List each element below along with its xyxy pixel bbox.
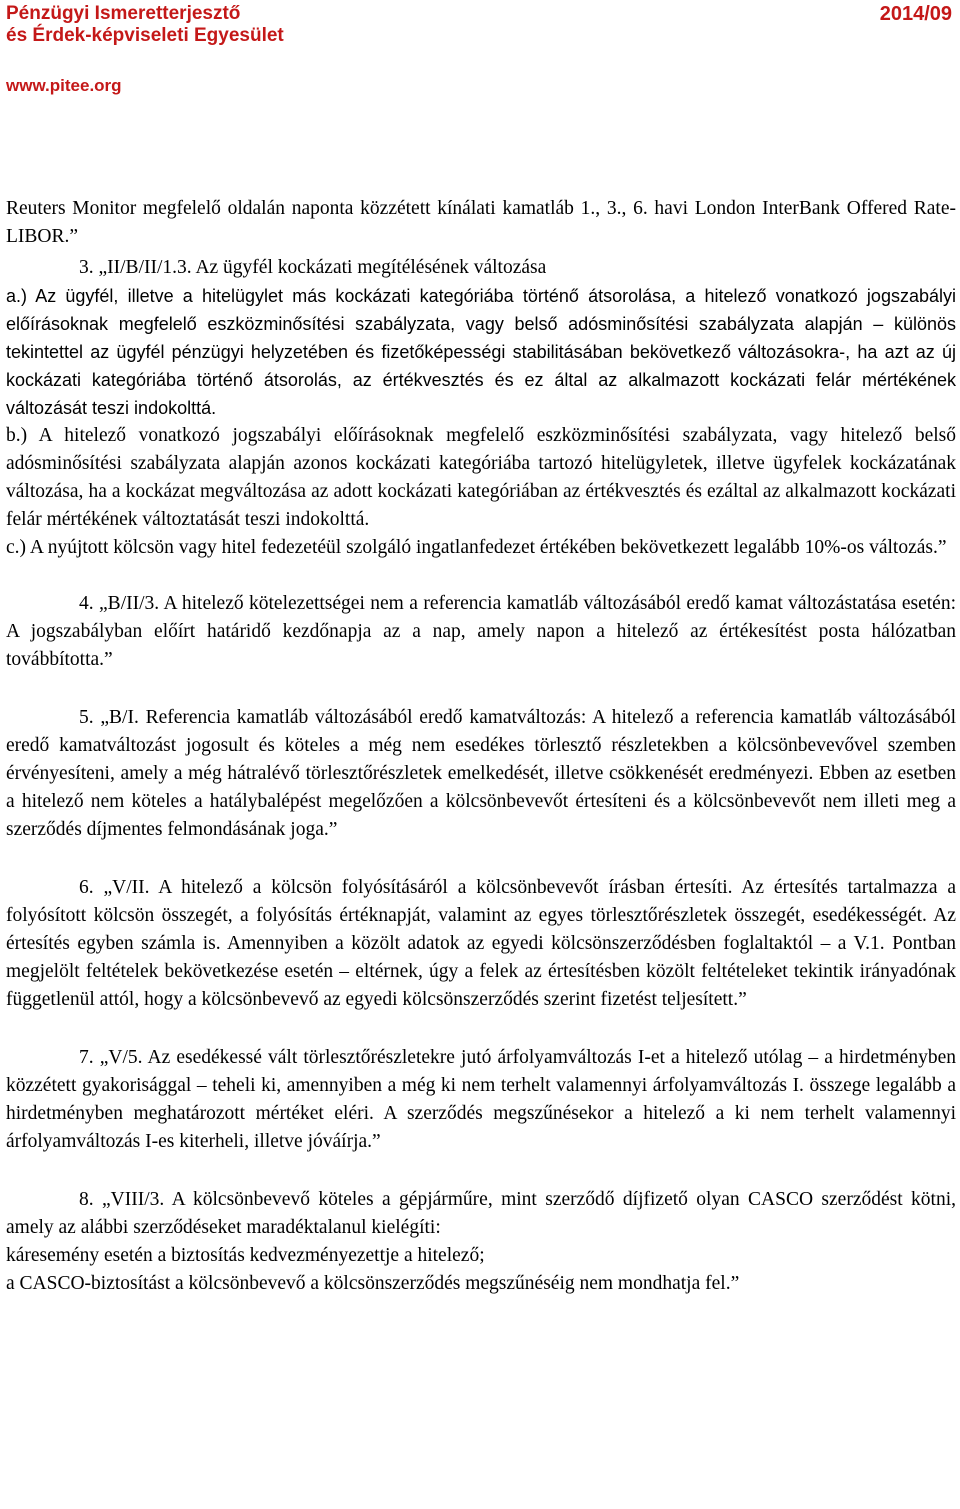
- paragraph-5: 5. „B/I. Referencia kamatláb változásából eredő kamatváltozás: A hitelező a referencia kamatláb változásából eredő kamatváltozást jogosult és köteles a még nem esedékes törlesztő részletekben a kölcsönbevevővel szemben érvényesíteni, amely a még hátralévő törlesztőrészletek emelkedését, illetve csökkenését eredményezi. Ebben az esetben a hitelező nem köteles a hatálybalépést megelőzően a kölcsönbevevőt értesíteni és a kölcsönbevevőt nem illeti meg a szerződés díjmentes felmondásának joga.”: [6, 707, 956, 840]
- section-heading-3: 3. „II/B/II/1.3. Az ügyfél kockázati megítélésének változása: [79, 257, 547, 278]
- document-date: 2014/09: [879, 3, 952, 25]
- paragraph-7: 7. „V/5. Az esedékessé vált törlesztőrészletekre jutó árfolyamváltozás I-et a hitelező utólag – a hirdetményben közzétett gyakorisággal – teheli ki, amennyiben a még ki nem terhelt valamennyi árfolyamváltozás I. összege legalább a hirdetményben meghatározott mértéket eléri. A szerződés megszűnésekor a hitelező a ki nem terhelt valamennyi árfolyamváltozás I-es kiterheli, illetve jóváírja.”: [6, 1047, 956, 1152]
- website-link[interactable]: www.pitee.org: [6, 76, 122, 95]
- organization-name-line1: Pénzügyi Ismeretterjesztő: [6, 3, 241, 24]
- paragraph-3b: b.) A hitelező vonatkozó jogszabályi előírásoknak megfelelő eszközminősítési szabályzata, vagy hitelező belső adósminősítési szabályzata alapján azonos kockázati kategóriába tartozó hitelügyletek, illetve ügyfelek kockázatának változása, ha a kockázat megváltozása az adott kockázati kategóriában az értékvesztés és ezáltal az alkalmazott kockázati felár mértékének változtatását teszi indokolttá.: [6, 425, 956, 530]
- paragraph-3c: c.) A nyújtott kölcsön vagy hitel fedezetéül szolgáló ingatlanfedezet értékében bekövetkezett legalább 10%-os változás.”: [6, 537, 947, 558]
- paragraph-8-item1: káresemény esetén a biztosítás kedvezményezettje a hitelező;: [6, 1245, 485, 1266]
- paragraph-8: 8. „VIII/3. A kölcsönbevevő köteles a gépjárműre, mint szerződő díjfizető olyan CASCO szerződést kötni, amely az alábbi szerződéseket maradéktalanul kielégíti:: [6, 1189, 956, 1238]
- organization-name-line2: és Érdek-képviseleti Egyesület: [6, 25, 284, 46]
- paragraph-8-item2: a CASCO-biztosítást a kölcsönbevevő a kölcsönszerződés megszűnéséig nem mondhatja fel.”: [6, 1273, 740, 1294]
- paragraph-3a: a.) Az ügyfél, illetve a hitelügylet más kockázati kategóriába történő átsorolása, a hitelező vonatkozó jogszabályi előírásoknak megfelelő eszközminősítési szabályzata, vagy belső adósminősítési szabályzata alapján – különös tekintettel az ügyfél pénzügyi helyzetében és fizetőképességi stabilitásában bekövetkező változásokra-, ha azt az új kockázati kategóriába történő átsorolás, az értékvesztés és ez által az alkalmazott kockázati felár mértékének változását teszi indokolttá.: [6, 286, 956, 418]
- document-body: [6, 195, 956, 1298]
- paragraph-4: 4. „B/II/3. A hitelező kötelezettségei nem a referencia kamatláb változásából eredő kamat változástatása esetén: A jogszabályban előírt határidő kezdőnapja az a nap, amely napon a hitelező az értékesítést posta hálózatban továbbította.”: [6, 593, 956, 670]
- paragraph-libor: Reuters Monitor megfelelő oldalán naponta közzétett kínálati kamatláb 1., 3., 6. havi London InterBank Offered Rate-LIBOR.”: [6, 198, 956, 247]
- paragraph-6: 6. „V/II. A hitelező a kölcsön folyósításáról a kölcsönbevevőt írásban értesíti. Az értesítés tartalmazza a folyósított kölcsön összegét, a folyósítás értéknapját, valamint az egyes törlesztőrészletek összegét, esedékességét. Az értesítés egyben számla is. Amennyiben a közölt adatok az egyedi kölcsönszerződésben foglaltaktól – a V.1. Pontban megjelölt feltételek bekövetkezése esetén – eltérnek, úgy a felek az értesítésben közölt feltételeket tekintik irányadónak függetlenül attól, hogy a kölcsönbevevő az egyedi kölcsönszerződés szerint fizetést teljesített.”: [6, 877, 956, 1010]
